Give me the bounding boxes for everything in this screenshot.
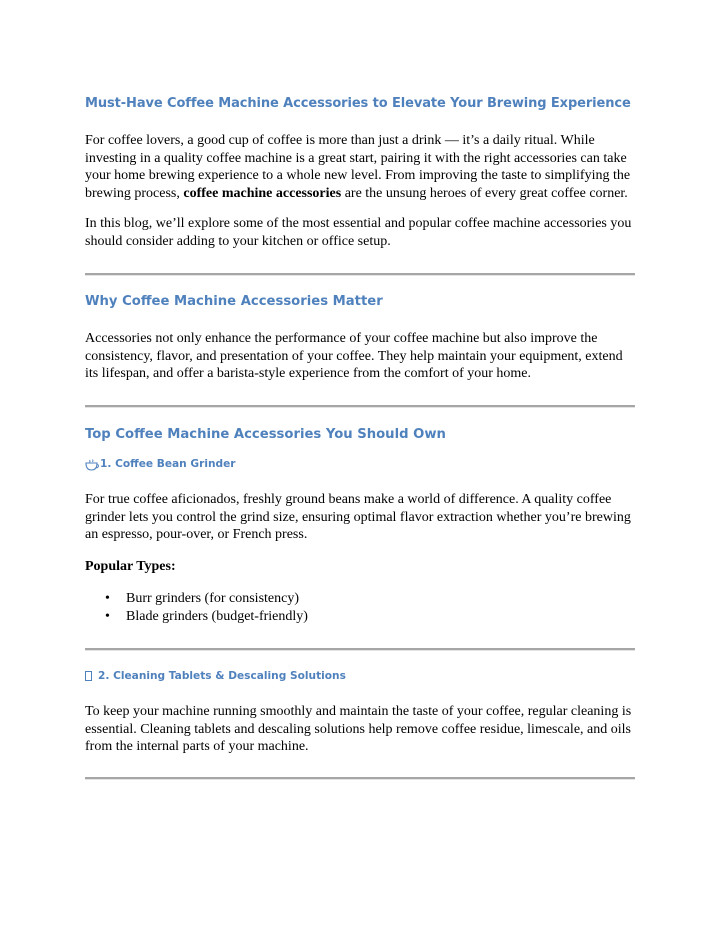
section-divider (85, 273, 635, 276)
grinder-paragraph: For true coffee aficionados, freshly ground beans make a world of difference. A quality coffee grinder lets you control the grind size, ensuring optimal flavor extraction whether you’re brewing an espresso, pour-over, or French press. (85, 492, 631, 542)
section-divider (85, 405, 635, 408)
grinder-heading (85, 458, 236, 470)
intro-bold-keyword: coffee machine accessories (183, 185, 342, 201)
list-item: • Blade grinders (budget-friendly) (105, 608, 308, 626)
top-accessories-heading: Top Coffee Machine Accessories You Should Own (85, 427, 446, 442)
cleaning-heading-text: 2. Cleaning Tablets & Descaling Solutions (98, 670, 346, 682)
grinder-heading-text: 1. Coffee Bean Grinder (100, 458, 236, 470)
section-divider (85, 648, 635, 651)
popular-types-label (85, 558, 637, 576)
intro-paragraph (85, 132, 637, 202)
why-heading: Why Coffee Machine Accessories Matter (85, 294, 383, 309)
why-paragraph: Accessories not only enhance the performance of your coffee machine but also improve the consistency, flavor, and presentation of your coffee. They help maintain your equipment, extend its lifespan, and offer a barista-style experience from the comfort of your home. (85, 331, 623, 381)
popular-types-list (105, 590, 308, 625)
coffee-cup-icon (85, 459, 99, 470)
list-item: • Burr grinders (for consistency) (105, 590, 308, 608)
intro-text-end: are the unsung heroes of every great coffee corner. (341, 185, 628, 201)
missing-glyph-icon (85, 671, 92, 681)
popular-types-label-text: Popular Types: (85, 559, 176, 574)
section-divider (85, 777, 635, 780)
intro-paragraph-2: In this blog, we’ll explore some of the most essential and popular coffee machine accessories you should consider adding to your kitchen or office setup. (85, 216, 632, 249)
page-title: Must-Have Coffee Machine Accessories to Elevate Your Brewing Experience (85, 96, 631, 111)
cleaning-paragraph: To keep your machine running smoothly and maintain the taste of your coffee, regular cleaning is essential. Cleaning tablets and descaling solutions help remove coffee residue, limescale, and oils from the internal parts of your machine. (85, 704, 632, 754)
cleaning-heading (85, 670, 346, 682)
intro-text: For coffee lovers, a good cup of coffee is more than just a drink — it’s a daily ritual. While investing in a quality coffee machine is a great start, pairing it with the right accessories can take your home brewing experience to a whole new level. From improving the taste to simplifying the brewing process, (85, 133, 631, 201)
